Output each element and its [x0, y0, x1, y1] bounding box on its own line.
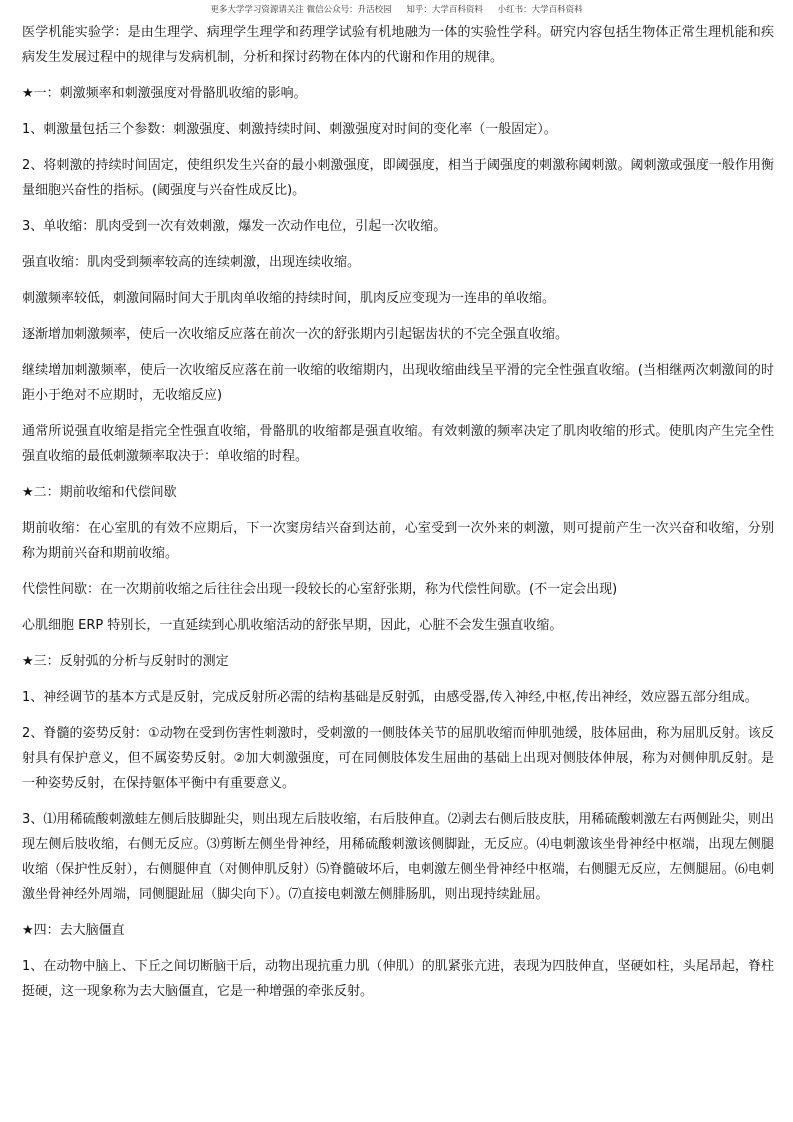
paragraph: 期前收缩：在心室肌的有效不应期后，下一次窦房结兴奋到达前，心室受到一次外来的刺激，则可提前产生一次兴奋和收缩，分别称为期前兴奋和期前收缩。 [22, 521, 774, 561]
paragraph: 1、神经调节的基本方式是反射，完成反射所必需的结构基础是反射弧，由感受器,传入神经,中枢,传出神经，效应器五部分组成。 [22, 690, 758, 705]
paragraph: 继续增加刺激频率，使后一次收缩反应落在前一收缩的收缩期内，出现收缩曲线呈平滑的完全性强直收缩。(当相继两次刺激间的时距小于绝对不应期时，无收缩反应) [22, 363, 774, 403]
section-1-title: 一：刺激频率和刺激强度对骨骼肌收缩的影响。 [33, 86, 307, 101]
star-icon: ★ [22, 485, 34, 500]
paragraph: 2、脊髓的姿势反射：①动物在受到伤害性刺激时，受刺激的一侧肢体关节的屈肌收缩而伸肌弛缓，肢体屈曲，称为屈肌反射。该反射具有保护意义，但不属姿势反射。②加大刺激强度，可在同侧肢体发生屈曲的基础上出现对侧肢体伸展，称为对侧伸肌反射。是一种姿势反射，在保持躯体平衡中有重要意义。 [22, 726, 774, 791]
section-3-heading [22, 649, 774, 674]
paragraph: 刺激频率较低，刺激间隔时间大于肌肉单收缩的持续时间，肌肉反应变现为一连串的单收缩。 [22, 291, 556, 306]
section-4-title: 四：去大脑僵直 [33, 923, 125, 938]
paragraph: 3、单收缩：肌肉受到一次有效刺激，爆发一次动作电位，引起一次收缩。 [22, 219, 447, 234]
section-2-heading [22, 480, 774, 505]
section-4-heading [22, 918, 774, 943]
header-wechat-text: 更多大学学习资源请关注 微信公众号：升活校园 [210, 5, 392, 15]
paragraph: 1、在动物中脑上、下丘之间切断脑干后，动物出现抗重力肌（伸肌）的肌紧张亢进，表现为四肢伸直，坚硬如柱，头尾昂起，脊柱挺硬，这一现象称为去大脑僵直，它是一种增强的牵张反射。 [22, 959, 774, 999]
section-3-title: 三：反射弧的分析与反射时的测定 [33, 654, 229, 669]
paragraph: 2、将刺激的持续时间固定，使组织发生兴奋的最小刺激强度，即阈强度，相当于阈强度的刺激称阈刺激。阈刺激或强度一般作用衡量细胞兴奋性的指标。(阈强度与兴奋性成反比)。 [22, 158, 774, 198]
paragraph: 强直收缩：肌肉受到频率较高的连续刺激，出现连续收缩。 [22, 255, 361, 270]
paragraph: 1、刺激量包括三个参数：刺激强度、刺激持续时间、刺激强度对时间的变化率（一般固定）。 [22, 122, 557, 137]
paragraph: 3、⑴用稀硫酸刺激蛙左侧后肢脚趾尖，则出现左后肢收缩，右后肢伸直。⑵剥去右侧后肢皮肤，用稀硫酸刺激左右两侧趾尖，则出现左侧后肢收缩，右侧无反应。⑶剪断左侧坐骨神经，用稀硫酸刺激该侧脚趾，无反应。⑷电刺激该坐骨神经中枢端，出现左侧腿收缩（保护性反射），右侧腿伸直（对侧伸肌反射）⑸脊髓破坏后，电刺激左侧坐骨神经中枢端，右侧腿无反应，左侧腿屈。⑹电刺激坐骨神经外周端，同侧腿趾屈（脚尖向下）。⑺直接电刺激左侧腓肠肌，则出现持续趾屈。 [22, 812, 774, 902]
page-header-note [0, 3, 793, 15]
star-icon: ★ [22, 86, 34, 101]
star-icon: ★ [22, 654, 34, 669]
paragraph: 代偿性间歇：在一次期前收缩之后往往会出现一段较长的心室舒张期，称为代偿性间歇。(不一定会出现) [22, 582, 618, 597]
header-xiaohongshu-text: 小红书：大学百科资料 [497, 5, 583, 15]
document-body [22, 20, 774, 1015]
paragraph: 通常所说强直收缩是指完全性强直收缩，骨骼肌的收缩都是强直收缩。有效刺激的频率决定了肌肉收缩的形式。使肌肉产生完全性强直收缩的最低刺激频率取决于：单收缩的时程。 [22, 424, 774, 464]
paragraph: 心肌细胞 ERP 特别长，一直延续到心肌收缩活动的舒张早期，因此，心脏不会发生强直收缩。 [22, 618, 563, 633]
section-1-heading [22, 81, 774, 106]
intro-paragraph: 医学机能实验学：是由生理学、病理学生理学和药理学试验有机地融为一体的实验性学科。研究内容包括生物体正常生理机能和疾病发生发展过程中的规律与发病机制，分析和探讨药物在体内的代谢和作用的规律。 [22, 25, 774, 65]
paragraph: 逐渐增加刺激频率，使后一次收缩反应落在前次一次的舒张期内引起锯齿状的不完全强直收缩。 [22, 327, 569, 342]
header-zhihu-text: 知乎：大学百科资料 [406, 5, 483, 15]
section-2-title: 二：期前收缩和代偿间歇 [33, 485, 177, 500]
star-icon: ★ [22, 923, 34, 938]
